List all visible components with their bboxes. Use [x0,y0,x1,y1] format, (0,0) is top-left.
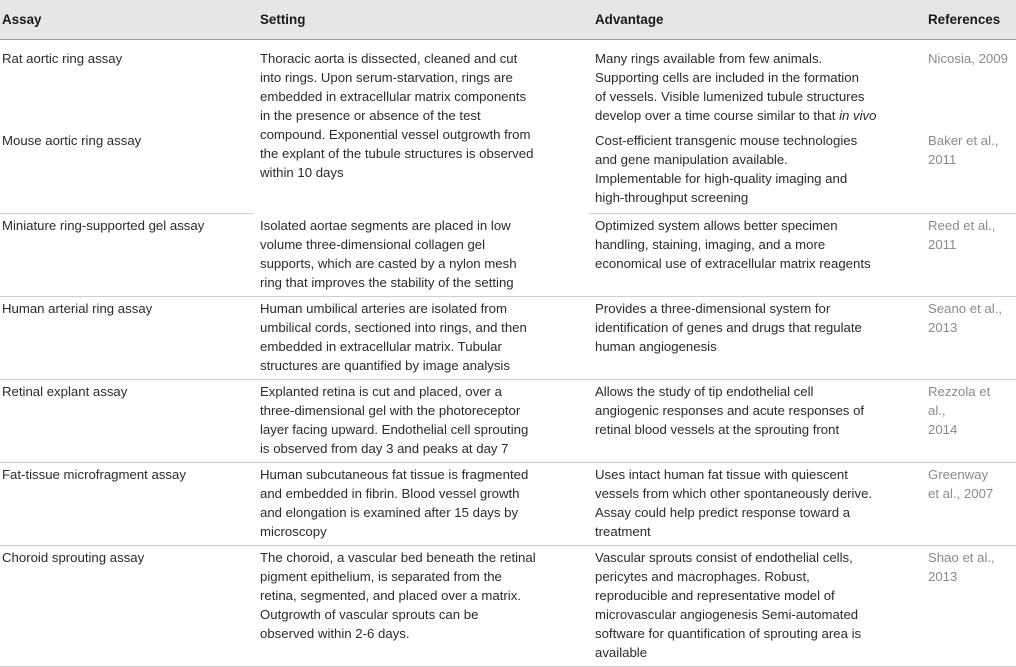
setting-cell: Thoracic aorta is dissected, cleaned and cut into rings. Upon serum-starvation, rings are embedded in extracellular matrix components in the presence or absence of the test compound. Exponential vessel outgrowth from the explant of the tubule structures is observed within 10 days [260,51,534,180]
advantage-cell: Vascular sprouts consist of endothelial cells, pericytes and macrophages. Robust, reproducible and representative model of microvascular angiogenesis Semi-automated software for quantification of sprouting area is available [589,545,922,666]
reference-cell: Baker et al., 2011 [922,129,1016,214]
assay-cell: Rat aortic ring assay [2,51,123,66]
assay-cell: Human arterial ring assay [0,296,254,379]
assay-cell: Fat-tissue microfragment assay [0,462,254,545]
table-header [0,0,1016,40]
table-body [0,40,1016,667]
advantage-italic-text: in vivo [839,108,877,123]
reference-cell: Nicosia, 2009 [928,51,1008,66]
reference-cell: Shao et al., 2013 [922,545,1016,666]
advantage-cell: Allows the study of tip endothelial cell angiogenic responses and acute responses of retinal blood vessels at the sprouting front [589,379,922,462]
advantage-cell: Optimized system allows better specimen handling, staining, imaging, and a more economical use of extracellular matrix reagents [589,214,922,297]
advantage-cell: Provides a three-dimensional system for identification of genes and drugs that regulate human angiogenesis [589,296,922,379]
header-assay: Assay [0,0,254,40]
advantage-cell: Cost-efficient transgenic mouse technologies and gene manipulation available. Implementable for high-quality imaging and high-throughput screening [589,129,922,214]
advantage-cell: Uses intact human fat tissue with quiescent vessels from which other spontaneously derive. Assay could help predict response toward a treatment [589,462,922,545]
setting-cell: Isolated aortae segments are placed in low volume three-dimensional collagen gel supports, which are casted by a nylon mesh ring that improves the stability of the setting [254,214,589,297]
header-advantage: Advantage [589,0,922,40]
table-row [0,296,1016,379]
assay-cell: Retinal explant assay [0,379,254,462]
reference-cell: Greenway et al., 2007 [922,462,1016,545]
assay-cell: Choroid sprouting assay [0,545,254,666]
reference-cell: Seano et al., 2013 [922,296,1016,379]
table-row [0,545,1016,666]
setting-cell: Human umbilical arteries are isolated from umbilical cords, sectioned into rings, and then embedded in extracellular matrix. Tubular structures are quantified by image analysis [254,296,589,379]
advantage-text: Many rings available from few animals. Supporting cells are included in the formation of vessels. Visible lumenized tubule structures develop over a time course similar to that [595,51,865,123]
header-row [0,0,1016,40]
header-references: References [922,0,1016,40]
table-row [0,379,1016,462]
setting-cell: Human subcutaneous fat tissue is fragmented and embedded in fibrin. Blood vessel growth and elongation is examined after 15 days by microscopy [254,462,589,545]
assay-cell: Miniature ring-supported gel assay [0,214,254,297]
reference-cell: Rezzola et al., 2014 [922,379,1016,462]
table-row [0,40,1016,130]
table-row [0,462,1016,545]
setting-cell: Explanted retina is cut and placed, over a three-dimensional gel with the photoreceptor layer facing upward. Endothelial cell sprouting is observed from day 3 and peaks at day 7 [254,379,589,462]
advantage-cell [589,40,922,130]
header-setting: Setting [254,0,589,40]
assay-cell: Mouse aortic ring assay [0,129,254,214]
setting-cell: The choroid, a vascular bed beneath the retinal pigment epithelium, is separated from the retina, segmented, and placed over a matrix. Outgrowth of vascular sprouts can be observed within 2-6 days. [254,545,589,666]
table-row [0,214,1016,297]
reference-cell: Reed et al., 2011 [922,214,1016,297]
